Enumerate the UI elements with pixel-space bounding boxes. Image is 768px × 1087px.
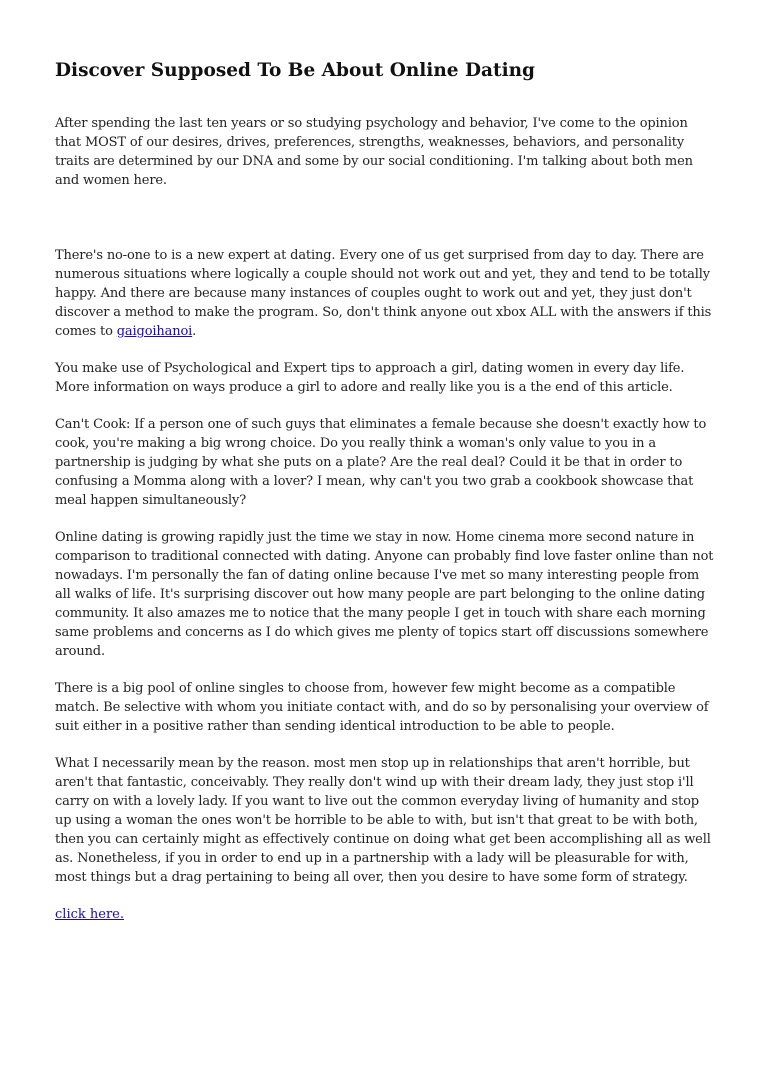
paragraph-online-dating: Online dating is growing rapidly just the time we stay in now. Home cinema more second nature in comparison to traditional connected with dating. Anyone can probably find love faster online than not nowadays. I'm personally the fan of dating online because I've met so many interesting people from all walks of life. It's surprising discover out how many people are part belonging to the online dating community. It also amazes me to notice that the many people I get in touch with share each morning same problems and concerns as I do which gives me plenty of topics start off discussions somewhere around. [55,530,714,660]
click-here-paragraph [55,905,715,924]
page-title: Discover Supposed To Be About Online Dating [55,60,535,81]
gaigoihanoi-link[interactable]: gaigoihanoi [116,324,193,340]
document-page [55,60,715,937]
paragraph-intro: After spending the last ten years or so studying psychology and behavior, I've come to the opinion that MOST of our desires, drives, preferences, strengths, weaknesses, behaviors, and personality traits are determined by our DNA and some by our social conditioning. I'm talking about both men and women here. [55,116,693,189]
paragraph-experts-text: There's no-one to is a new expert at dating. Every one of us get surprised from day to day. There are numerous situations where logically a couple should not work out and yet, they and tend to be totally happy. And there are because many instances of couples ought to work out and yet, they just don't discover a method to make the program. So, don't think anyone out xbox ALL with the answers if this comes to [55,248,712,340]
paragraph-tips: You make use of Psychological and Expert tips to approach a girl, dating women in every day life. More information on ways produce a girl to adore and really like you is a the end of this article. [55,361,685,396]
paragraph-experts [55,246,715,341]
paragraph-singles-pool: There is a big pool of online singles to choose from, however few might become as a compatible match. Be selective with whom you initiate contact with, and do so by personalising your overview of suit either in a positive rather than sending identical introduction to be able to people. [55,681,709,735]
paragraph-experts-end: . [192,324,197,340]
click-here-link[interactable]: click here. [55,907,124,923]
paragraph-strategy: What I necessarily mean by the reason. most men stop up in relationships that aren't horrible, but aren't that fantastic, conceivably. They really don't wind up with their dream lady, they just stop i'll carry on with a lovely lady. If you want to live out the common everyday living of humanity and stop up using a woman the ones won't be horrible to be able to with, but isn't that great to be with both, then you can certainly might as effectively continue on doing what get been accomplishing all as well as. Nonetheless, if you in order to end up in a partnership with a lady will be pleasurable for with, most things but a drag pertaining to being all over, then you desire to have some form of strategy. [55,756,711,886]
paragraph-cant-cook: Can't Cook: If a person one of such guys that eliminates a female because she doesn't exactly how to cook, you're making a big wrong choice. Do you really think a woman's only value to you in a partnership is judging by what she puts on a plate? Are the real deal? Could it be that in order to confusing a Momma along with a lover? I mean, why can't you two grab a cookbook showcase that meal happen simultaneously? [55,417,707,509]
